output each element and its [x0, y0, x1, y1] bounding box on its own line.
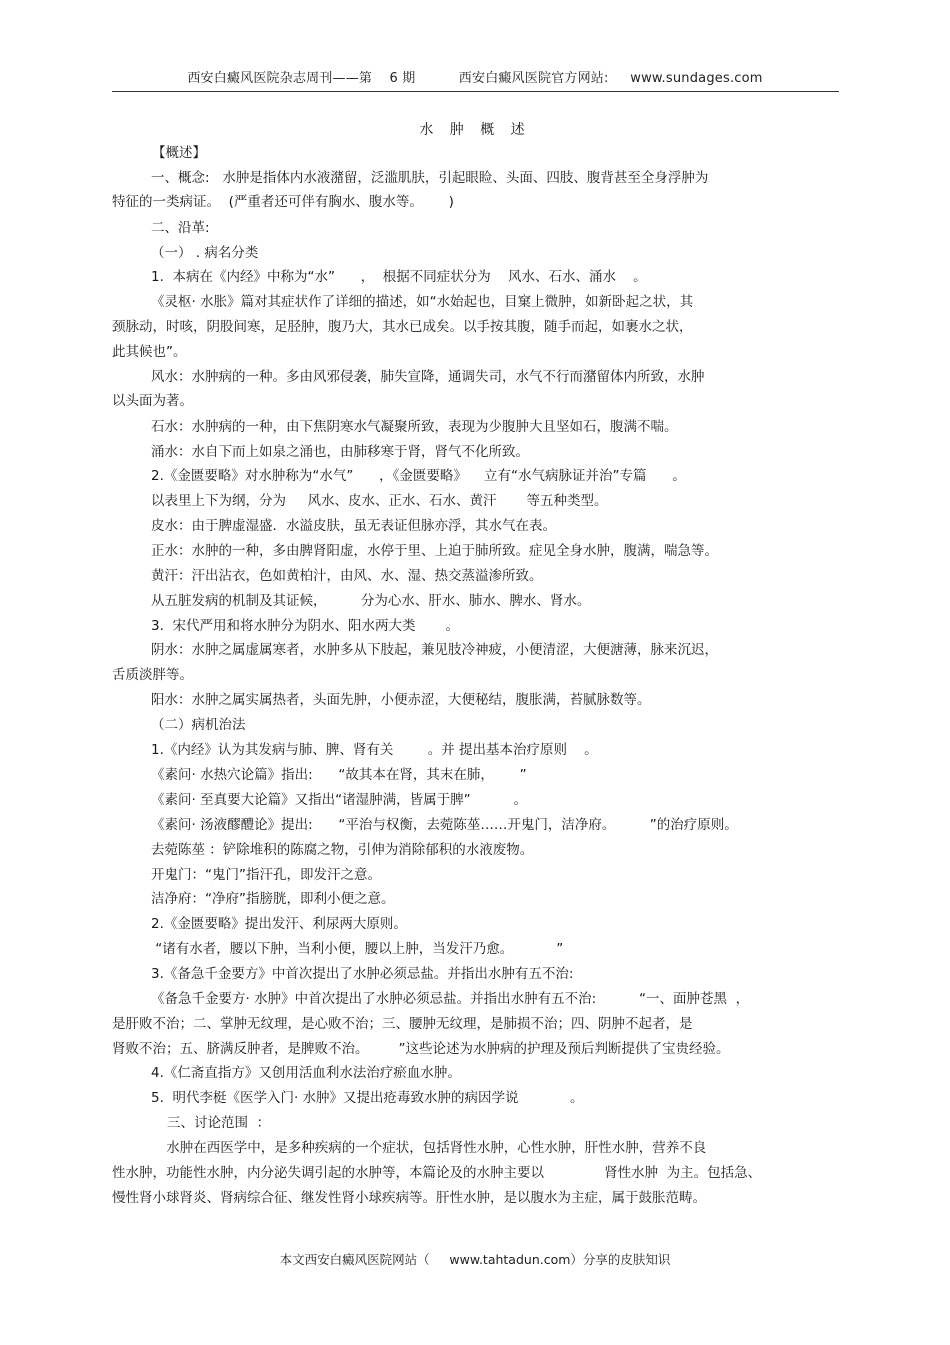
section-heading-overview: 【概述】 [152, 145, 206, 161]
body-line: 阳水：水肿之属实属热者，头面先肿，小便赤涩，大便秘结，腹胀满，苔腻脉数等。 [151, 692, 651, 708]
body-line: 2.《金匮要略》对水肿称为“水气” ，《金匮要略》 立有“水气病脉证并治”专篇 。 [151, 468, 686, 484]
body-line: 特征的一类病证。 (严重者还可伴有胸水、腹水等。 ) [112, 194, 454, 210]
body-line: 慢性肾小球肾炎、肾病综合征、继发性肾小球疾病等。肝性水肿，是以腹水为主症，属于鼓胀范畴。 [112, 1190, 706, 1206]
header-website: 西安白癜风医院官方网站: www.sundages.com [458, 71, 763, 86]
body-line: 《素问· 水热穴论篇》指出: “故其本在肾，其末在肺， ” [151, 767, 527, 783]
header-journal: 西安白癜风医院杂志周刊——第 6 期 [187, 71, 416, 86]
article-title: 水 肿 概 述 [419, 122, 531, 138]
page-header [0, 67, 950, 86]
body-line: 以表里上下为纲，分为 风水、皮水、正水、石水、黄汗 等五种类型。 [151, 493, 608, 509]
header-divider [112, 91, 839, 92]
section-heading-history: 二、沿革: [151, 220, 210, 236]
body-line: 《备急千金要方· 水肿》中首次提出了水肿必须忌盐。并指出水肿有五不治: “一、面肿苍黑 ， [151, 991, 750, 1007]
body-line: 涌水：水自下而上如泉之涌也，由肺移寒于肾，肾气不化所致。 [151, 444, 529, 460]
body-line: 洁净府：“净府”指膀胱，即利小便之意。 [151, 891, 395, 907]
body-line: 从五脏发病的机制及其证候， 分为心水、肝水、肺水、脾水、肾水。 [151, 593, 591, 609]
subsection-heading: （一） . 病名分类 [151, 245, 259, 261]
page-footer: 本文西安白癜风医院网站（ www.tahtadun.com）分享的皮肤知识 [279, 1252, 671, 1267]
body-line: 颈脉动，时咳，阴股间寒，足胫肿，腹乃大，其水已成矣。以手按其腹，随手而起，如裹水之状， [112, 319, 693, 335]
body-line: 1. 本病在《内经》中称为“水” ， 根据不同症状分为 风水、石水、涌水 。 [151, 269, 647, 285]
body-line: 舌质淡胖等。 [112, 667, 193, 683]
subsection-heading: （二）病机治法 [151, 717, 246, 733]
body-line: “诸有水者，腰以下肿，当利小便，腰以上肿，当发汗乃愈。 ” [151, 941, 564, 957]
body-line: 皮水：由于脾虚湿盛．水溢皮肤，虽无表证但脉亦浮，其水气在表。 [151, 518, 556, 534]
body-line: 水肿在西医学中，是多种疾病的一个症状，包括肾性水肿，心性水肿，肝性水肿，营养不良 [162, 1140, 707, 1156]
body-line: 此其候也”。 [112, 344, 187, 360]
body-line: 2.《金匮要略》提出发汗、利尿两大原则。 [151, 916, 407, 932]
body-line: 5. 明代李梃《医学入门· 水肿》又提出疮毒致水肿的病因学说 。 [151, 1090, 584, 1106]
body-line: 3.《备急千金要方》中首次提出了水肿必须忌盐。并指出水肿有五不治: [151, 966, 574, 982]
body-line: 风水：水肿病的一种。多由风邪侵袭，肺失宣降，通调失司，水气不行而潴留体内所致，水肿 [151, 369, 705, 385]
body-line: 《素问· 汤液醪醴论》提出: “平治与权衡，去菀陈莝……开鬼门，洁净府。 ”的治疗原则。 [151, 817, 738, 833]
body-line: 正水：水肿的一种，多由脾肾阳虚，水停于里、上迫于肺所致。症见全身水肿，腹满，喘急等。 [151, 543, 718, 559]
body-line: 石水：水肿病的一种，由下焦阴寒水气凝聚所致，表现为少腹肿大且坚如石，腹满不喘。 [151, 419, 678, 435]
body-line: 《素问· 至真要大论篇》又指出“诸湿肿满，皆属于脾” 。 [151, 792, 527, 808]
body-line: 是肝败不治；二、掌肿无纹理，是心败不治；三、腰肿无纹理，是肺损不治；四、阴肿不起者，是 [112, 1016, 693, 1032]
body-line: 性水肿，功能性水肿，内分泌失调引起的水肿等，本篇论及的水肿主要以 肾性水肿 为主。包括急、 [112, 1165, 762, 1181]
body-line: 阴水：水肿之属虚属寒者，水肿多从下肢起，兼见肢冷神疲，小便清涩，大便溏薄，脉来沉迟， [151, 642, 718, 658]
body-line: 一、概念: 水肿是指体内水液潴留，泛滥肌肤，引起眼睑、头面、四肢、腹背甚至全身浮肿为 [151, 170, 709, 186]
body-line: 开鬼门：“鬼门”指汗孔，即发汗之意。 [151, 867, 381, 883]
body-line: 1.《内经》认为其发病与肺、脾、肾有关 。并 提出基本治疗原则 。 [151, 742, 598, 758]
section-heading-scope: 三、讨论范围 ： [167, 1115, 271, 1131]
body-line: 以头面为著。 [112, 393, 193, 409]
body-line: 4.《仁斋直指方》又创用活血利水法治疗瘀血水肿。 [151, 1065, 461, 1081]
body-line: 肾败不治；五、脐满反肿者，是脾败不治。 ”这些论述为水肿病的护理及预后判断提供了宝贵经验。 [112, 1041, 730, 1057]
body-line: 《灵枢· 水胀》篇对其症状作了详细的描述，如“水始起也，目窠上微肿，如新卧起之状，其 [151, 294, 694, 310]
body-line: 去菀陈莝 ：铲除堆积的陈腐之物，引伸为消除郁积的水液废物。 [151, 842, 534, 858]
body-line: 3. 宋代严用和将水肿分为阴水、阳水两大类 。 [151, 618, 460, 634]
body-line: 黄汗：汗出沾衣，色如黄柏汁，由风、水、湿、热交蒸溢渗所致。 [151, 568, 543, 584]
